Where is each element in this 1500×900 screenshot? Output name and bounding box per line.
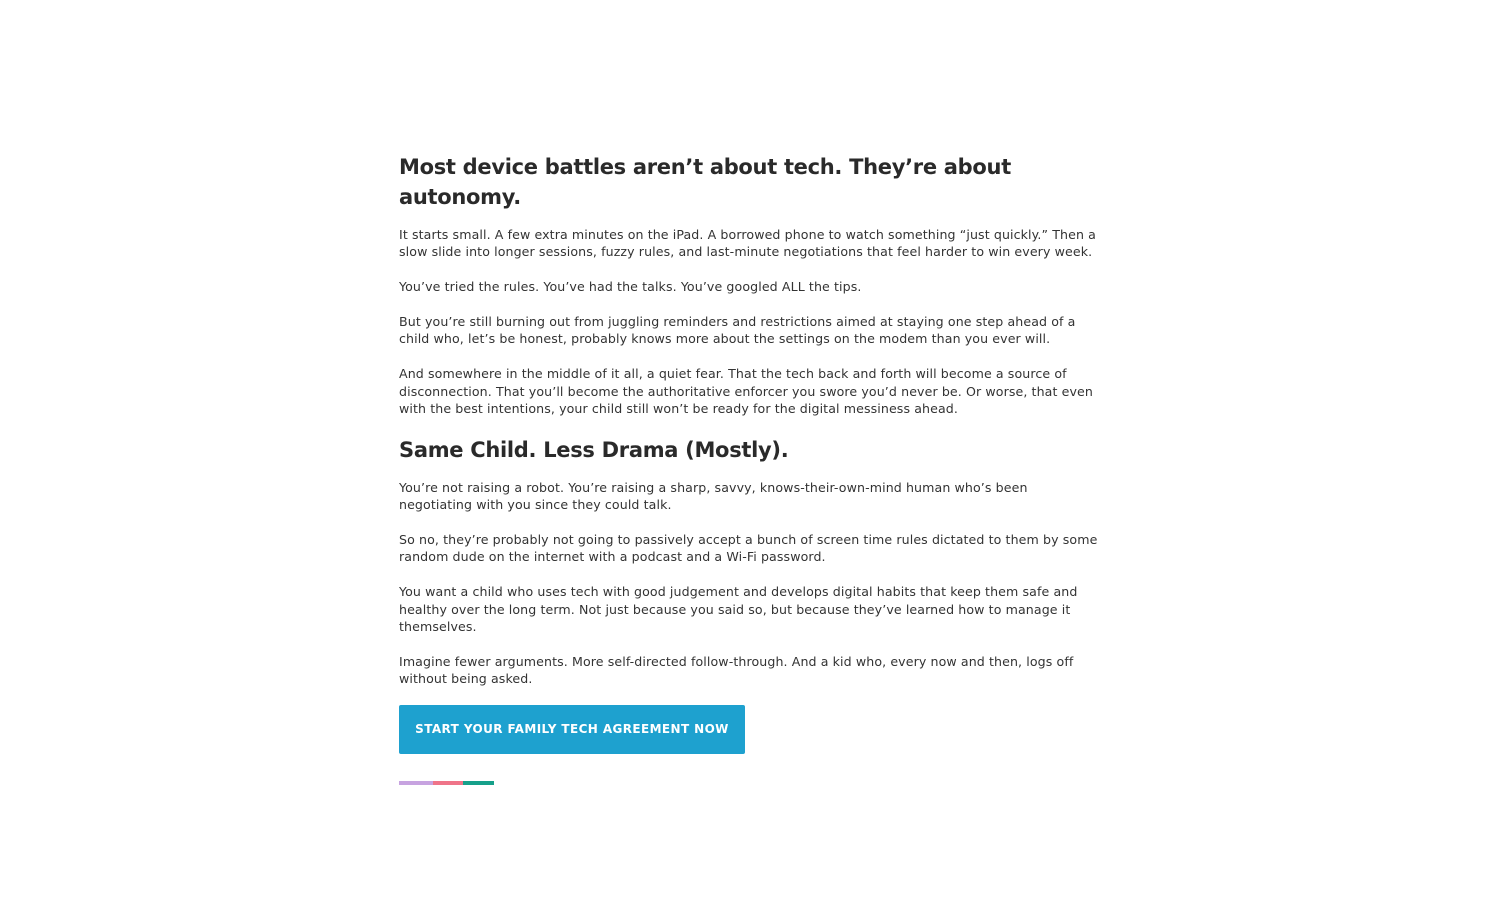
section-heading-same-child: Same Child. Less Drama (Mostly). bbox=[399, 437, 789, 462]
article-content bbox=[399, 152, 1099, 785]
paragraph: Imagine fewer arguments. More self-directed follow-through. And a kid who, every now and then, logs off without being asked. bbox=[399, 653, 1074, 687]
paragraph: And somewhere in the middle of it all, a quiet fear. That the tech back and forth will become a source of disconnection. That you’ll become the authoritative enforcer you swore you’d never be. Or worse, that even with the best intentions, your child still won’t be ready for the digital messiness ahead. bbox=[399, 366, 1093, 417]
divider-segment-purple bbox=[399, 781, 433, 785]
color-divider bbox=[399, 781, 494, 785]
paragraph: You want a child who uses tech with good judgement and develops digital habits that keep them safe and healthy over the long term. Not just because you said so, but because they’ve learned how to manage it themselves. bbox=[399, 584, 1078, 635]
paragraph: You’ve tried the rules. You’ve had the talks. You’ve googled ALL the tips. bbox=[399, 279, 862, 295]
divider-segment-pink bbox=[433, 781, 463, 785]
paragraph: You’re not raising a robot. You’re raising a sharp, savvy, knows-their-own-mind human who’s been negotiating with you since they could talk. bbox=[399, 479, 1028, 513]
paragraph: It starts small. A few extra minutes on the iPad. A borrowed phone to watch something “just quickly.” Then a slow slide into longer sessions, fuzzy rules, and last-minute negotiations that feel harder to win every week. bbox=[399, 227, 1096, 260]
section-heading-autonomy: Most device battles aren’t about tech. They’re about autonomy. bbox=[399, 155, 1011, 209]
paragraph: So no, they’re probably not going to passively accept a bunch of screen time rules dictated to them by some random dude on the internet with a podcast and a Wi-Fi password. bbox=[399, 532, 1098, 565]
start-family-tech-agreement-button[interactable]: START YOUR FAMILY TECH AGREEMENT NOW bbox=[399, 705, 745, 754]
paragraph: But you’re still burning out from juggling reminders and restrictions aimed at staying one step ahead of a child who, let’s be honest, probably knows more about the settings on the modem than you ever will. bbox=[399, 314, 1076, 347]
divider-segment-teal bbox=[463, 781, 494, 785]
